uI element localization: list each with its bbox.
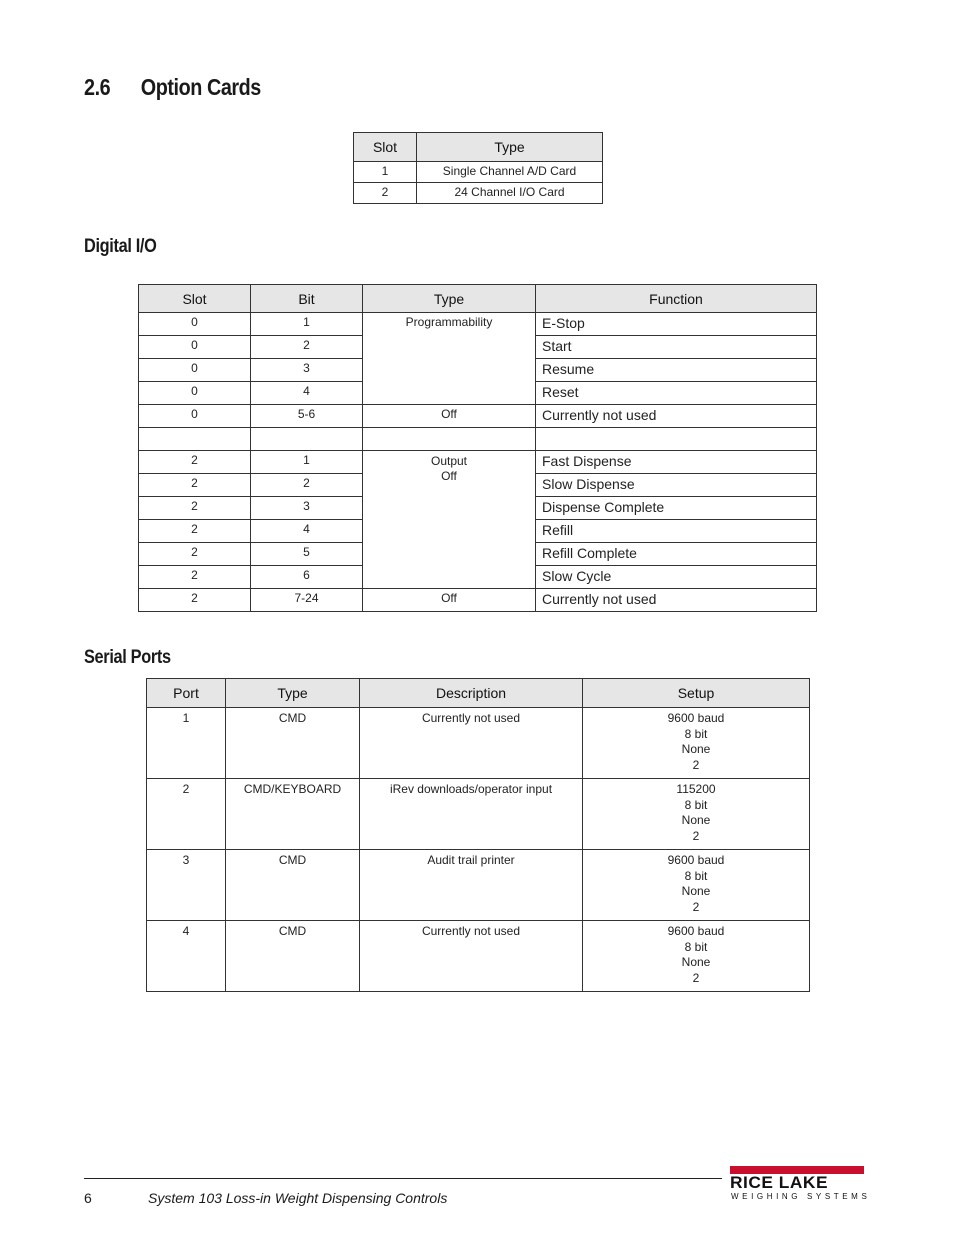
table-row-empty — [139, 428, 817, 451]
digital-io-heading: Digital I/O — [84, 236, 157, 257]
setup-line: 2 — [692, 970, 700, 985]
cell-function: Currently not used — [536, 405, 817, 428]
cell-type: 24 Channel I/O Card — [417, 183, 603, 204]
cell-type: Off — [363, 589, 536, 612]
cell-type — [363, 428, 536, 451]
column-header-function: Function — [536, 285, 817, 313]
table-row — [147, 921, 810, 992]
cell-slot: 0 — [139, 405, 251, 428]
serial-ports-table — [146, 678, 810, 992]
cell-function: Slow Dispense — [536, 474, 817, 497]
page-number: 6 — [84, 1190, 92, 1206]
cell-slot: 1 — [354, 162, 417, 183]
column-header-type: Type — [226, 679, 360, 708]
table-row — [139, 405, 817, 428]
cell-slot: 0 — [139, 336, 251, 359]
cell-port: 4 — [147, 921, 226, 992]
cell-bit: 7-24 — [251, 589, 363, 612]
setup-line: None — [681, 884, 711, 898]
column-header-slot: Slot — [139, 285, 251, 313]
cell-bit: 6 — [251, 566, 363, 589]
setup-line: 115200 — [676, 782, 716, 796]
setup-line: None — [681, 813, 711, 827]
cell-slot: 2 — [354, 183, 417, 204]
table-header-row — [139, 285, 817, 313]
logo-name: RICE LAKE — [730, 1173, 829, 1192]
cell-type: CMD — [226, 708, 360, 779]
rice-lake-logo — [730, 1166, 871, 1202]
cell-function: Refill Complete — [536, 543, 817, 566]
footer-divider — [84, 1178, 722, 1179]
cell-slot: 2 — [139, 566, 251, 589]
cell-function: Refill — [536, 520, 817, 543]
cell-function: Reset — [536, 382, 817, 405]
logo-subtitle: WEIGHING SYSTEMS — [731, 1192, 871, 1201]
type-line: Off — [441, 469, 457, 483]
table-row — [139, 451, 817, 474]
cell-bit: 3 — [251, 497, 363, 520]
cell-bit: 5 — [251, 543, 363, 566]
table-row — [147, 850, 810, 921]
section-number: 2.6 — [84, 74, 111, 100]
setup-line: 8 bit — [684, 868, 708, 883]
cell-slot: 0 — [139, 382, 251, 405]
column-header-type: Type — [363, 285, 536, 313]
cell-bit: 2 — [251, 474, 363, 497]
serial-ports-heading: Serial Ports — [84, 647, 171, 668]
cell-bit: 2 — [251, 336, 363, 359]
setup-line: 8 bit — [684, 726, 708, 741]
cell-description: Currently not used — [360, 708, 583, 779]
cell-port: 3 — [147, 850, 226, 921]
section-title — [84, 74, 261, 101]
digital-io-table — [138, 284, 817, 612]
cell-description: Audit trail printer — [360, 850, 583, 921]
cell-function: Fast Dispense — [536, 451, 817, 474]
cell-bit — [251, 428, 363, 451]
cell-function: Slow Cycle — [536, 566, 817, 589]
table-row — [147, 779, 810, 850]
cell-function: Start — [536, 336, 817, 359]
cell-function: Currently not used — [536, 589, 817, 612]
cell-type: Single Channel A/D Card — [417, 162, 603, 183]
setup-line: 2 — [692, 757, 700, 772]
setup-line: 9600 baud — [667, 924, 725, 938]
cell-description: iRev downloads/operator input — [360, 779, 583, 850]
cell-bit: 1 — [251, 313, 363, 336]
setup-line: 2 — [692, 899, 700, 914]
cell-slot: 2 — [139, 497, 251, 520]
column-header-slot: Slot — [354, 133, 417, 162]
column-header-bit: Bit — [251, 285, 363, 313]
table-row — [354, 183, 603, 204]
setup-line: 2 — [692, 828, 700, 843]
cell-slot: 0 — [139, 313, 251, 336]
cell-slot: 0 — [139, 359, 251, 382]
table-row — [139, 589, 817, 612]
cell-type: Off — [363, 405, 536, 428]
cell-type-programmability: Programmability — [363, 313, 536, 405]
setup-line: 8 bit — [684, 939, 708, 954]
setup-line: 9600 baud — [667, 711, 725, 725]
cell-slot — [139, 428, 251, 451]
cell-slot: 2 — [139, 543, 251, 566]
setup-line: 9600 baud — [667, 853, 725, 867]
column-header-description: Description — [360, 679, 583, 708]
type-line: Output — [430, 454, 468, 468]
cell-bit: 4 — [251, 382, 363, 405]
cell-setup — [583, 708, 810, 779]
table-row — [354, 162, 603, 183]
cell-slot: 2 — [139, 474, 251, 497]
cell-setup — [583, 850, 810, 921]
setup-line: None — [681, 742, 711, 756]
option-cards-table — [353, 132, 603, 204]
cell-setup — [583, 921, 810, 992]
footer-doc-title: System 103 Loss-in Weight Dispensing Controls — [148, 1190, 448, 1206]
cell-slot: 2 — [139, 520, 251, 543]
table-header-row — [354, 133, 603, 162]
column-header-setup: Setup — [583, 679, 810, 708]
cell-function: Dispense Complete — [536, 497, 817, 520]
column-header-port: Port — [147, 679, 226, 708]
cell-type-output — [363, 451, 536, 589]
cell-slot: 2 — [139, 451, 251, 474]
setup-line: None — [681, 955, 711, 969]
table-header-row — [147, 679, 810, 708]
cell-function — [536, 428, 817, 451]
cell-setup — [583, 779, 810, 850]
section-title-text: Option Cards — [140, 74, 261, 100]
column-header-type: Type — [417, 133, 603, 162]
cell-type: CMD — [226, 921, 360, 992]
cell-description: Currently not used — [360, 921, 583, 992]
cell-bit: 1 — [251, 451, 363, 474]
table-row — [139, 313, 817, 336]
cell-bit: 3 — [251, 359, 363, 382]
table-row — [147, 708, 810, 779]
setup-line: 8 bit — [684, 797, 708, 812]
cell-port: 1 — [147, 708, 226, 779]
cell-bit: 4 — [251, 520, 363, 543]
cell-port: 2 — [147, 779, 226, 850]
cell-function: Resume — [536, 359, 817, 382]
cell-slot: 2 — [139, 589, 251, 612]
cell-type: CMD/KEYBOARD — [226, 779, 360, 850]
cell-function: E-Stop — [536, 313, 817, 336]
cell-bit: 5-6 — [251, 405, 363, 428]
cell-type: CMD — [226, 850, 360, 921]
